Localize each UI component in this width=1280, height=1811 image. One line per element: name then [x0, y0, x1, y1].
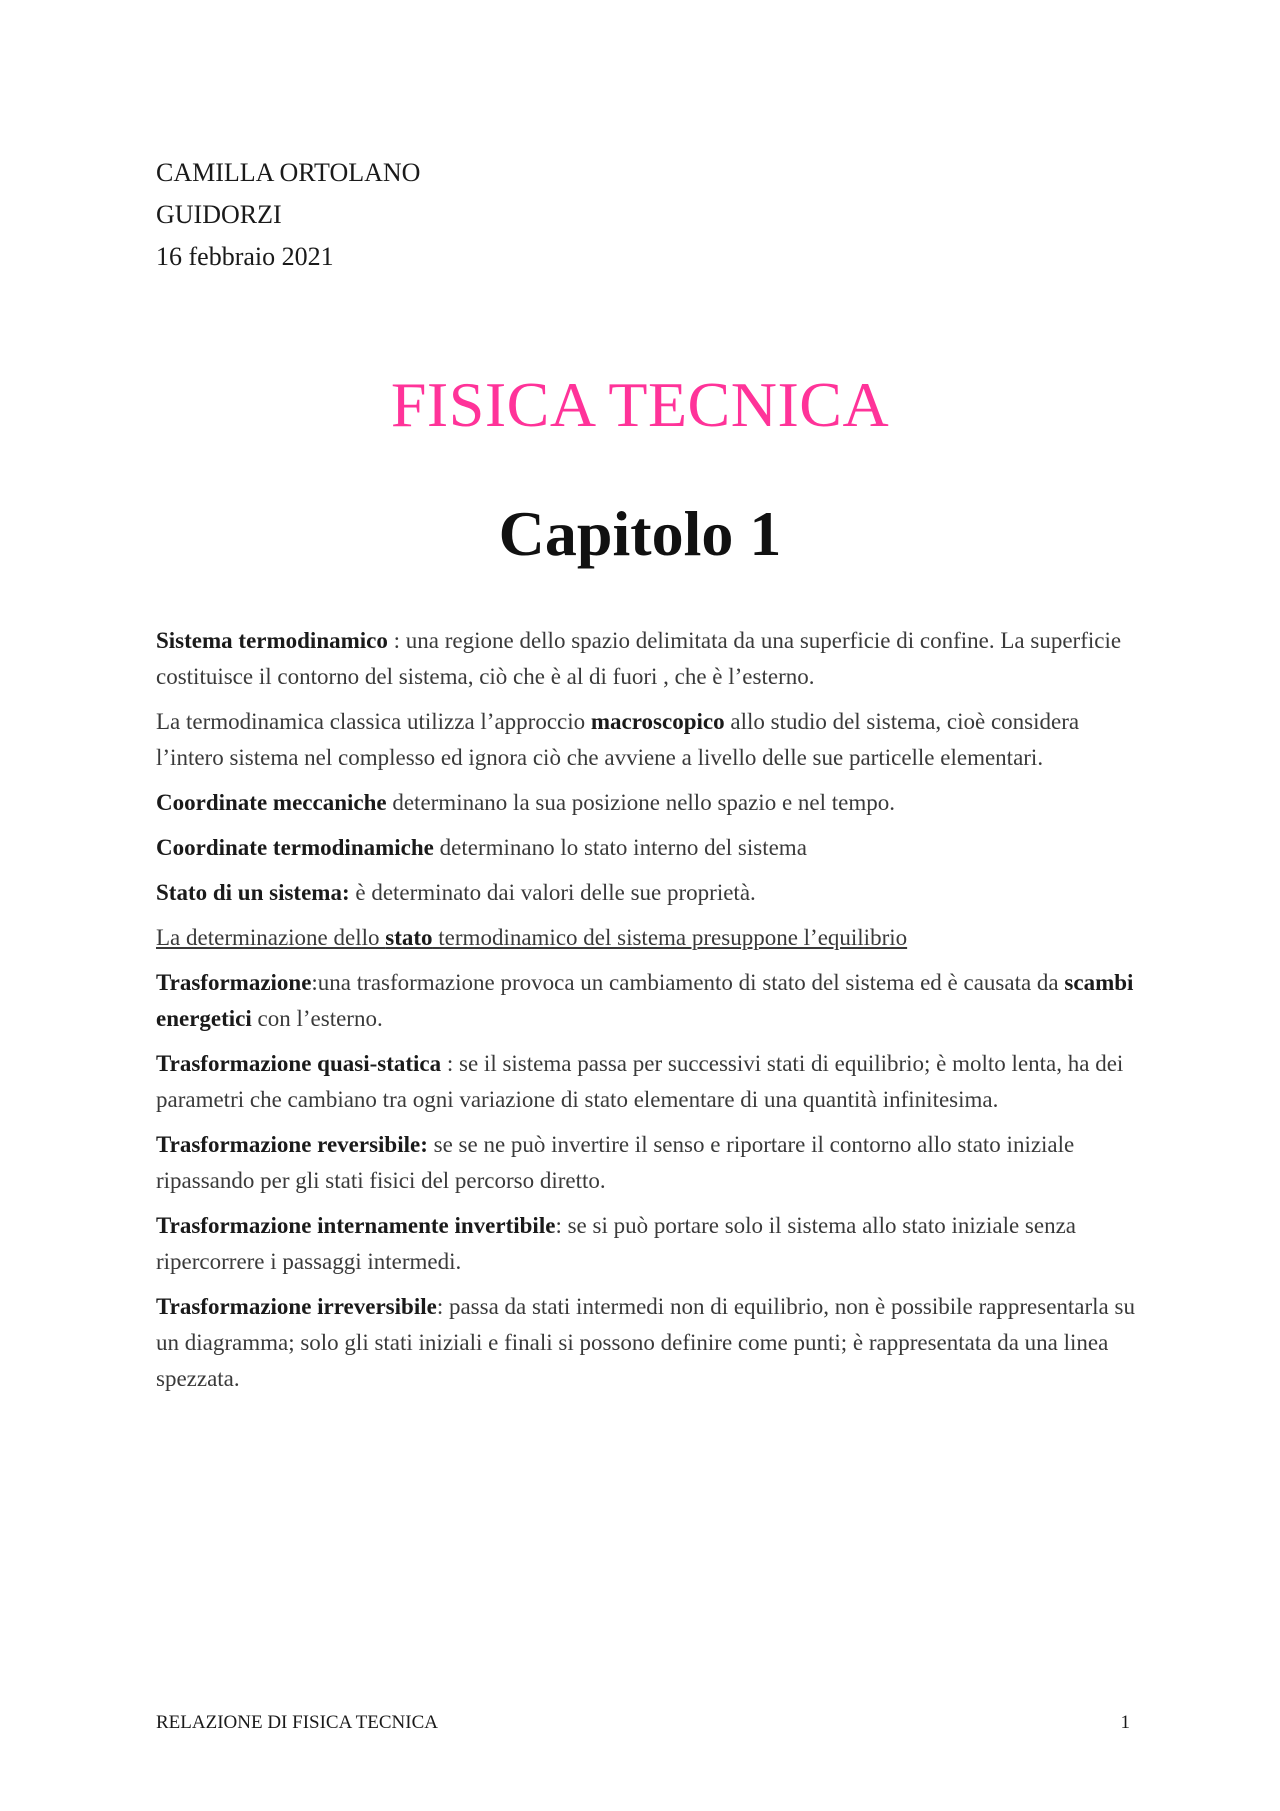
paragraph-internamente-invertibile	[156, 1208, 1136, 1280]
paragraph-text: : se si può portare solo il sistema allo stato iniziale senza ripercorrere i passaggi intermedi.	[156, 1213, 1077, 1274]
paragraph-quasi-statica	[156, 1046, 1136, 1118]
paragraph-text: : se il sistema passa per successivi stati di equilibrio; è molto lenta, ha dei parametri che cambiano tra ogni variazione di stato elementare di una quantità infinitesima.	[156, 1051, 1124, 1112]
paragraph-text: : passa da stati intermedi non di equilibrio, non è possibile rappresentarla su un diagramma; solo gli stati iniziali e finali si possono definire come punti; è rappresentata da una linea spezzata.	[156, 1294, 1135, 1391]
paragraph-coordinate-termodinamiche	[156, 830, 1136, 866]
paragraph-text: termodinamico del sistema presuppone l’equilibrio	[432, 925, 908, 950]
document-date: 16 febbraio 2021	[156, 242, 334, 271]
author-name: CAMILLA ORTOLANO	[156, 158, 421, 187]
paragraph-text: La termodinamica classica utilizza l’approccio	[156, 709, 591, 734]
paragraph-text: : una regione dello spazio delimitata da una superficie di confine. La superficie costituisce il contorno del sistema, ciò che è al di fuori , che è l’esterno.	[156, 628, 1122, 689]
term: Trasformazione internamente invertibile	[156, 1213, 556, 1238]
paragraph-text: con l’esterno.	[251, 1006, 383, 1031]
paragraph-text: se se ne può invertire il senso e riportare il contorno allo stato iniziale ripassando per gli stati fisici del percorso diretto.	[156, 1132, 1075, 1193]
page-number: 1	[1120, 1712, 1130, 1733]
document-title: FISICA TECNICA	[390, 369, 890, 440]
term: Stato di un sistema:	[156, 880, 350, 905]
term: macroscopico	[590, 709, 725, 734]
term: scambi energetici	[156, 970, 1134, 1031]
paragraph-text: determinano la sua posizione nello spazio e nel tempo.	[386, 790, 895, 815]
chapter-title: Capitolo 1	[498, 498, 782, 569]
paragraph-text: La determinazione dello	[156, 925, 386, 950]
paragraph-macroscopico	[156, 704, 1136, 776]
teacher-name: GUIDORZI	[156, 200, 282, 229]
term: Coordinate meccaniche	[156, 790, 387, 815]
term: Sistema termodinamico	[156, 628, 388, 653]
term: stato	[385, 925, 433, 950]
term: Trasformazione irreversibile	[156, 1294, 437, 1319]
paragraph-irreversibile	[156, 1289, 1136, 1397]
paragraph-stato-sistema	[156, 875, 1136, 911]
document-body	[156, 623, 1136, 1406]
paragraph-text: :una trasformazione provoca un cambiamento di stato del sistema ed è causata da	[311, 970, 1065, 995]
paragraph-text: è determinato dai valori delle sue proprietà.	[349, 880, 756, 905]
paragraph-equilibrio	[156, 920, 1136, 956]
paragraph-text: allo studio del sistema, cioè considera l’intero sistema nel complesso ed ignora ciò che avviene a livello delle sue particelle elementari.	[156, 709, 1080, 770]
term: Trasformazione quasi-statica	[156, 1051, 442, 1076]
paragraph-text: determinano lo stato interno del sistema	[433, 835, 807, 860]
footer-label: RELAZIONE DI FISICA TECNICA	[156, 1712, 439, 1733]
term: Trasformazione	[156, 970, 312, 995]
term: Coordinate termodinamiche	[156, 835, 434, 860]
paragraph-trasformazione	[156, 965, 1136, 1037]
paragraph-coordinate-meccaniche	[156, 785, 1136, 821]
paragraph-reversibile	[156, 1127, 1136, 1199]
paragraph-sistema-termodinamico	[156, 623, 1136, 695]
header-block	[156, 152, 420, 278]
term: Trasformazione reversibile:	[156, 1132, 428, 1157]
